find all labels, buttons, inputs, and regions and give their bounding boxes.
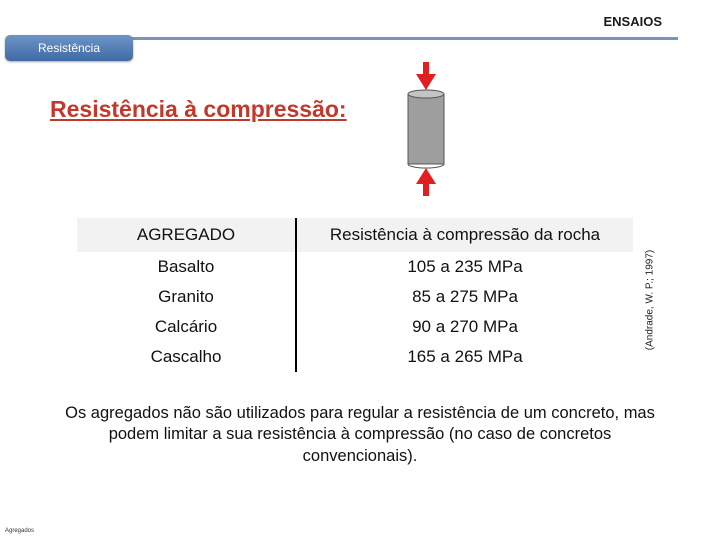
table-row <box>77 252 633 282</box>
body-paragraph: Os agregados não são utilizados para regular a resistência de um concreto, mas podem limitar a sua resistência à compressão (no caso de concretos convencionais). <box>65 404 655 465</box>
bottom-arrow-icon <box>416 168 436 196</box>
column-header-agregado: AGREGADO <box>136 225 236 244</box>
table-cell-resistencia: 90 a 270 MPa <box>296 312 633 342</box>
table-cell-resistencia: 105 a 235 MPa <box>296 252 633 282</box>
table-cell-agregado: Granito <box>158 287 214 306</box>
table-cell-agregado: Calcário <box>154 317 218 336</box>
table-row <box>77 342 633 372</box>
tab-resistencia[interactable]: Resistência <box>5 35 133 61</box>
table-cell-agregado: Basalto <box>157 257 215 276</box>
cylinder-specimen <box>408 90 444 168</box>
footer-label: Agregados <box>5 528 35 534</box>
compression-test-figure <box>403 60 449 198</box>
header-title: ENSAIOS <box>603 14 662 29</box>
source-citation: (Andrade, W. P.; 1997) <box>644 249 656 351</box>
top-arrow-icon <box>416 62 436 90</box>
table-cell-agregado: Cascalho <box>150 347 222 366</box>
resistance-table <box>77 218 633 372</box>
table-row <box>77 282 633 312</box>
slide-title: Resistência à compressão: <box>50 96 347 122</box>
table-cell-resistencia: 165 a 265 MPa <box>296 342 633 372</box>
table-row <box>77 312 633 342</box>
table-cell-resistencia: 85 a 275 MPa <box>296 282 633 312</box>
column-header-resistencia: Resistência à compressão da rocha <box>296 218 633 252</box>
table-header-row <box>77 218 633 252</box>
